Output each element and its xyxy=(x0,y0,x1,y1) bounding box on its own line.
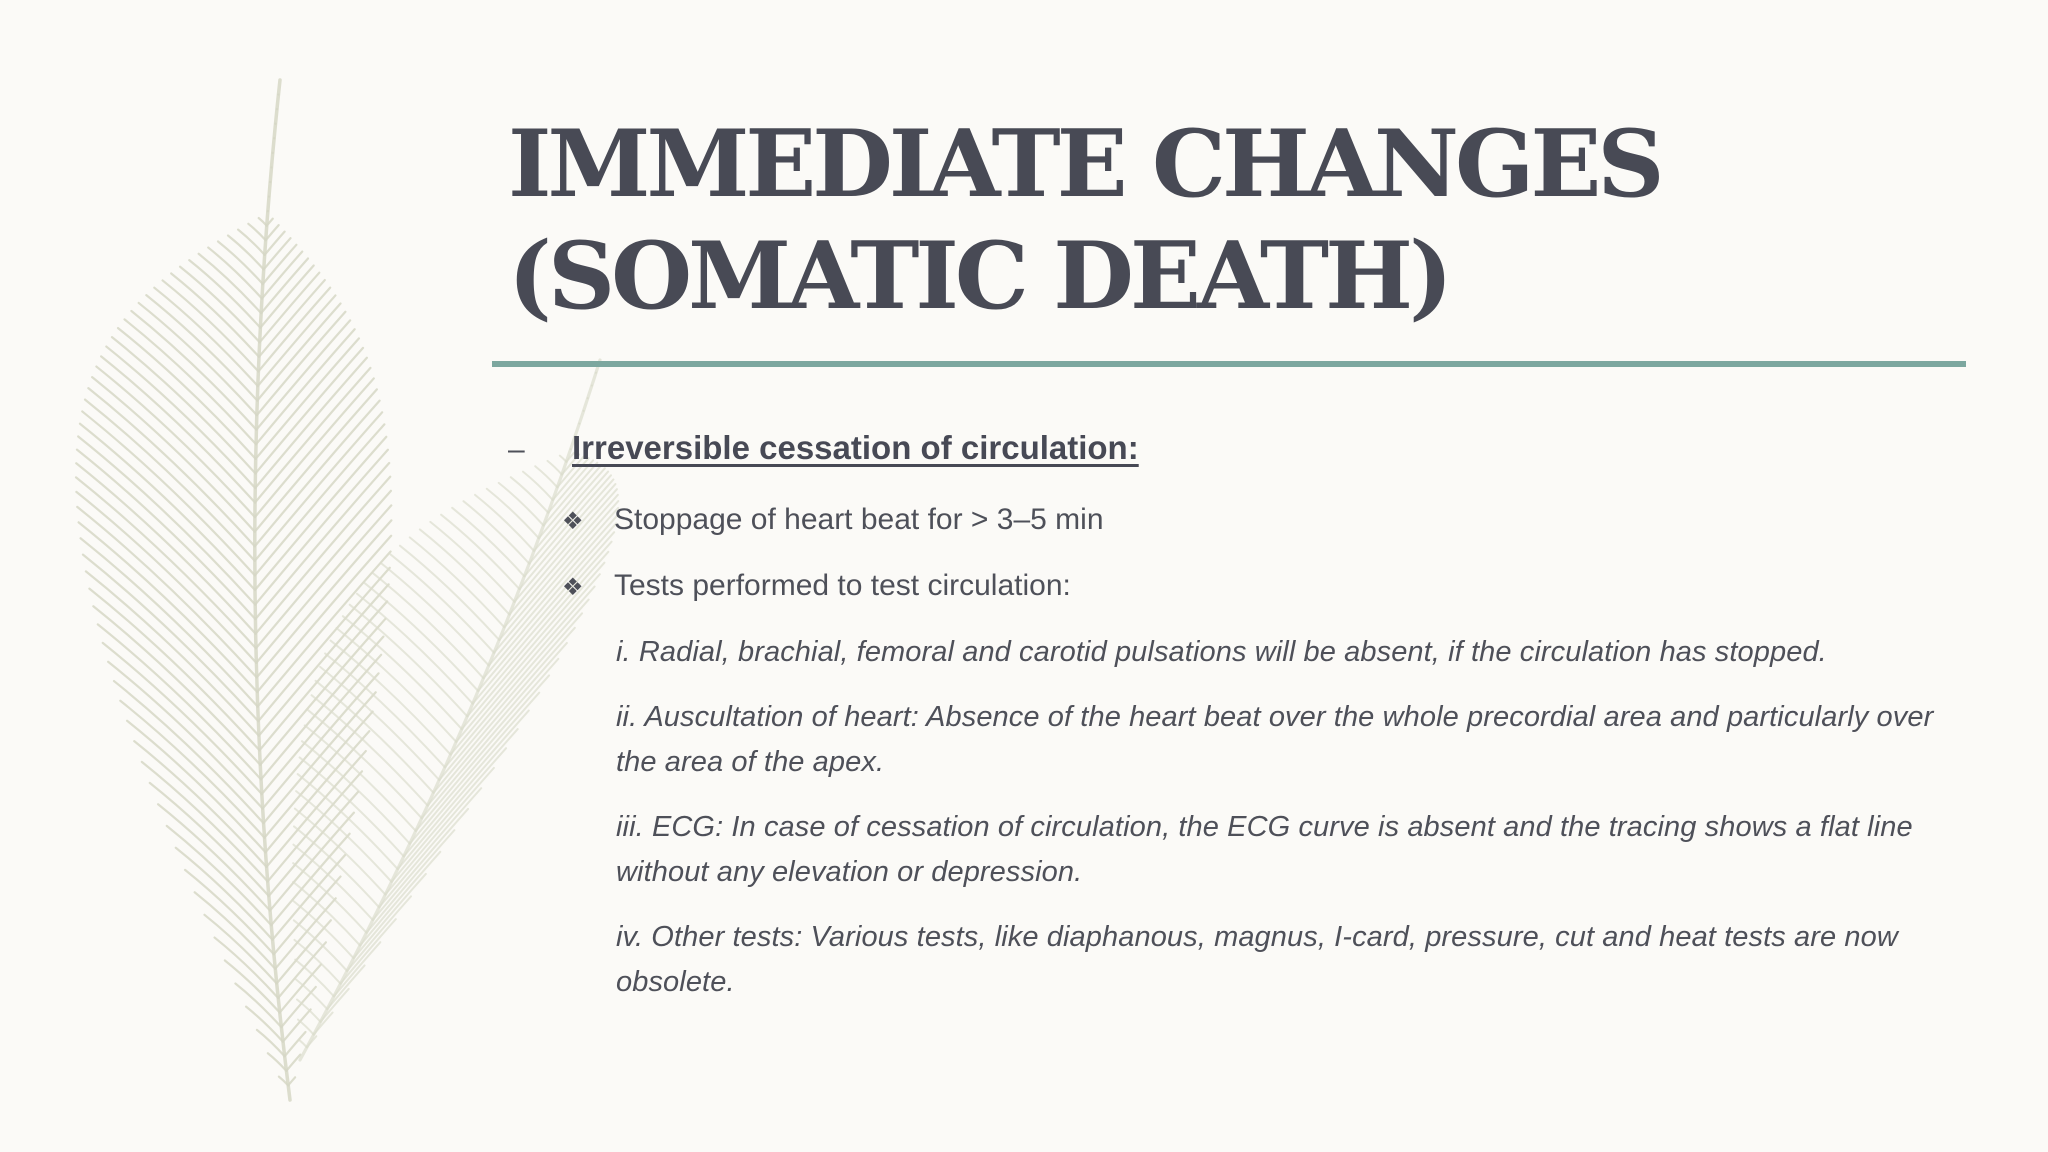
dash-marker: – xyxy=(508,433,525,466)
bullet-text: Tests performed to test circulation: xyxy=(614,569,1071,602)
test-item-other-tests: iv. Other tests: Various tests, like diaphanous, magnus, I-card, pressure, cut and heat tests are now obsolete. xyxy=(616,921,1898,998)
slide-body xyxy=(508,420,1948,1005)
test-item-auscultation: ii. Auscultation of heart: Absence of the heart beat over the whole precordial area and particularly over the area of the apex. xyxy=(616,701,1934,778)
title-line-2: (SOMATIC DEATH) xyxy=(508,221,1449,330)
bullet-item xyxy=(562,566,1948,608)
title-divider xyxy=(492,361,1966,367)
diamond-bullet-icon: ❖ xyxy=(562,574,584,601)
bullet-item xyxy=(562,500,1948,542)
slide-title xyxy=(508,108,1948,332)
title-line-1: IMMEDIATE CHANGES xyxy=(508,109,1661,218)
section-heading-text: Irreversible cessation of circulation: xyxy=(572,429,1139,466)
diamond-bullet-icon: ❖ xyxy=(562,508,584,535)
section-heading xyxy=(508,420,1948,476)
bullet-text: Stoppage of heart beat for > 3–5 min xyxy=(614,503,1104,536)
test-item-radial-pulse: i. Radial, brachial, femoral and carotid pulsations will be absent, if the circulation has stopped. xyxy=(616,636,1827,668)
test-item-ecg: iii. ECG: In case of cessation of circulation, the ECG curve is absent and the tracing shows a flat line without any elevation or depression. xyxy=(616,811,1913,888)
